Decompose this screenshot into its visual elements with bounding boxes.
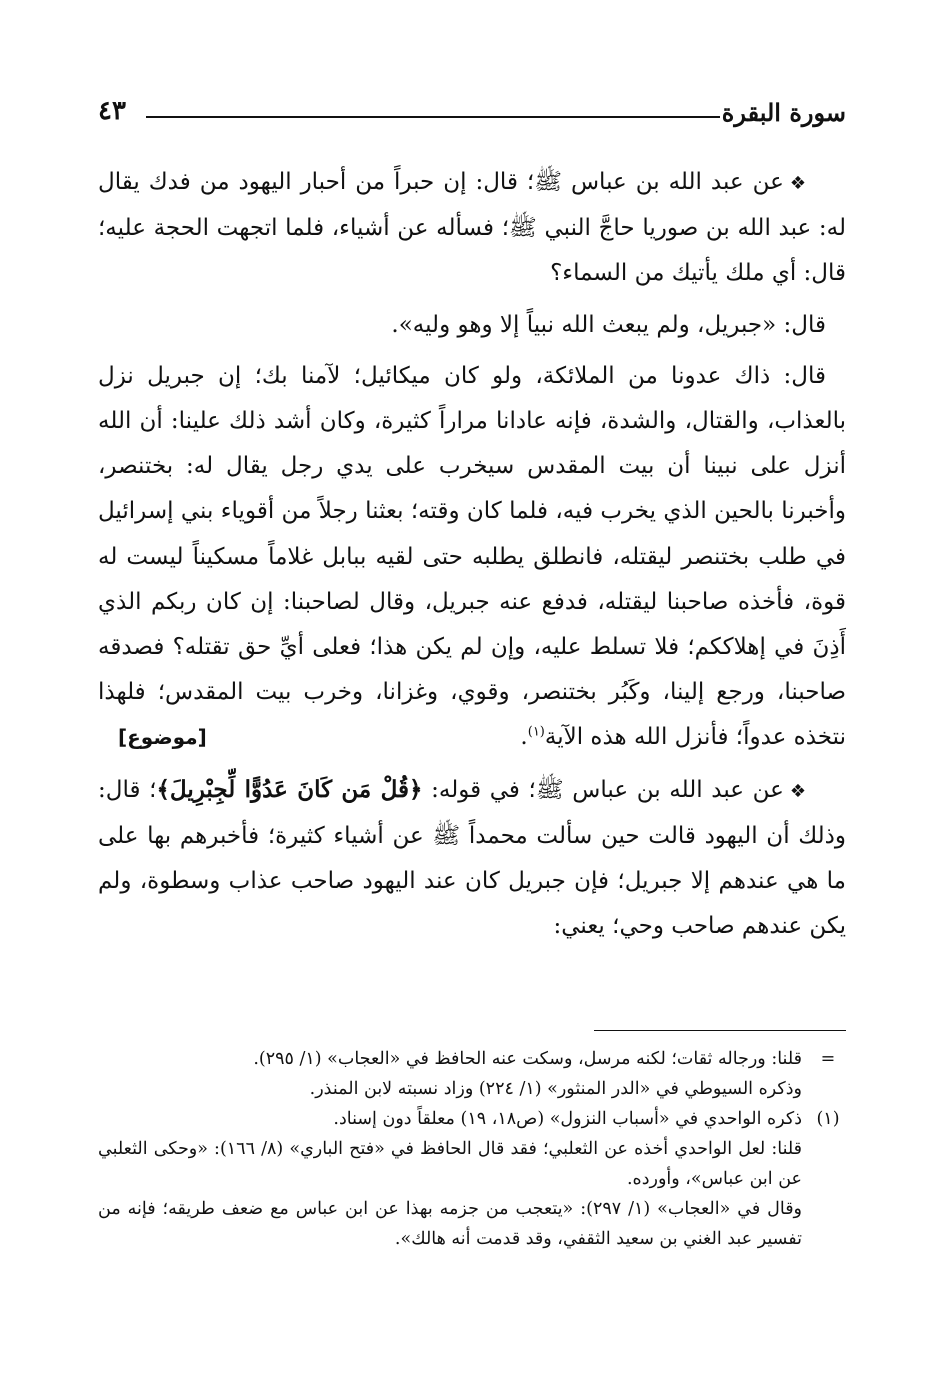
- footnote-ref: (١): [527, 724, 545, 740]
- footnote-1: [98, 1104, 846, 1134]
- paragraph-4-text-b: ؛ قال: وذلك أن اليهود قالت حين سألت محمداً ﷺ عن أشياء كثيرة؛ فأخبرهم بها على ما هي عندهم إلا جبريل؛ فإن جبريل كان عند اليهود صاحب عذاب وسطوة، ولم يكن عندهم صاحب وحي؛ يعني:: [98, 776, 846, 940]
- footnote-continued-line-2: وذكره السيوطي في «الدر المنثور» (١/ ٢٢٤) وزاد نسبته لابن المنذر.: [309, 1079, 802, 1099]
- paragraph-1-text: عن عبد الله بن عباس ﷺ؛ قال: إن حبراً من أحبار اليهود من فدك يقال له: عبد الله بن صوريا حاجَّ النبي ﷺ؛ فسأله عن أشياء، فلما اتجهت الحجة عليه؛ قال: أي ملك يأتيك من السماء؟: [98, 169, 846, 287]
- page-number: ٤٣: [98, 96, 126, 126]
- footnote-separator: [594, 1030, 846, 1031]
- footnote-1-line-3: وقال في «العجاب» (١/ ٢٩٧): «يتعجب من جزمه بهذا عن ابن عباس مع ضعف طريقه؛ فإنه من تفسير عبد الغني بن سعيد الثقفي، وقد قدمت أنه هالك».: [98, 1199, 803, 1249]
- footnote-1-part-3: [98, 1194, 846, 1254]
- paragraph-2: [98, 303, 846, 348]
- bullet-ornament-icon: ❖: [789, 173, 806, 194]
- footnote-1-part-2: [98, 1134, 846, 1194]
- paragraph-4: [98, 767, 846, 950]
- grading-tag: [موضوع]: [118, 725, 207, 750]
- surah-title: سورة البقرة: [721, 98, 846, 127]
- footnote-continued-marker: =: [820, 1049, 836, 1069]
- footnote-1-marker: (١): [816, 1109, 840, 1129]
- header-rule: [146, 116, 720, 118]
- footnotes: [98, 1044, 846, 1254]
- paragraph-2-text: قال: «جبريل، ولم يبعث الله نبياً إلا وهو وليه».: [391, 311, 826, 338]
- footnote-continued: [98, 1044, 846, 1104]
- paragraph-1: [98, 160, 846, 297]
- paragraph-4-text-a: عن عبد الله بن عباس ﷺ؛ في قوله:: [431, 776, 784, 803]
- paragraph-3-text: قال: ذاك عدونا من الملائكة، ولو كان ميكائيل؛ لآمنا بك؛ إن جبريل نزل بالعذاب، والقتال، والشدة، فإنه عادانا مراراً كثيرة، وكان أشد ذلك علينا: أن الله أنزل على نبينا أن بيت المقدس سيخرب على يدي رجل يقال له: بختنصر، وأخبرنا بالحين الذي يخرب فيه، فلما كان وقته؛ بعثنا رجلاً من أقوياء بني إسرائيل في طلب بختنصر ليقتله، فانطلق يطلبه حتى لقيه ببابل غلاماً مسكيناً ليست له قوة، فأخذه صاحبنا ليقتله، فدفع عنه جبريل، وقال لصاحبنا: إن كان ربكم الذي أَذِنَ في إهلاككم؛ فلا تسلط عليه، وإن لم يكن هذا؛ فعلى أيِّ حق تقتله؟ فصدقه صاحبنا، ورجع إلينا، وكَبُر بختنصر، وقوي، وغزانا، وخرب بيت المقدس؛ فلهذا نتخذه عدواً؛ فأنزل الله هذه الآية: [98, 362, 846, 751]
- footnote-1-line-2: قلنا: لعل الواحدي أخذه عن الثعلبي؛ فقد قال الحافظ في «فتح الباري» (٨/ ١٦٦): «وحكى الثعلبي عن ابن عباس»، وأورده.: [98, 1139, 803, 1189]
- footnote-continued-line-1: قلنا: ورجاله ثقات؛ لكنه مرسل، وسكت عنه الحافظ في «العجاب» (١/ ٢٩٥).: [253, 1049, 802, 1069]
- paragraph-3: [98, 354, 846, 761]
- quran-verse: ﴿قُلْ مَن كَانَ عَدُوًّا لِّجِبْرِيلَ﴾: [156, 775, 423, 803]
- page-header: [98, 92, 846, 132]
- paragraph-3-end: .: [520, 724, 528, 751]
- main-text: [98, 160, 846, 949]
- bullet-ornament-icon: ❖: [789, 780, 807, 802]
- footnote-1-line-1: ذكره الواحدي في «أسباب النزول» (ص١٨، ١٩) معلقاً دون إسناد.: [333, 1109, 802, 1129]
